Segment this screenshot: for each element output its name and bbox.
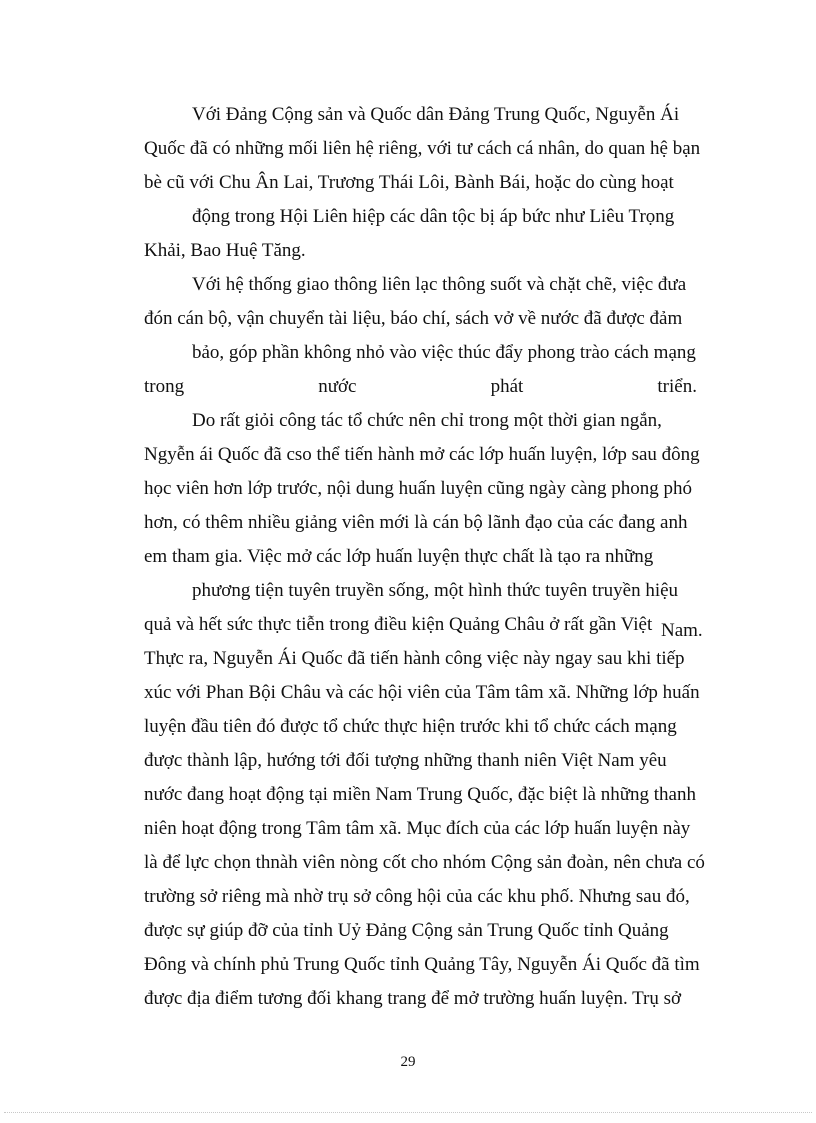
spread-word-2: nước [318,376,357,397]
text-line-25: được sự giúp đỡ của tỉnh Uỷ Đảng Cộng sản Trung Quốc tỉnh Quảng [144,920,669,941]
page-bottom-border [4,1112,812,1113]
spread-text-line [144,375,697,399]
text-line-7: đón cán bộ, vận chuyển tài liệu, báo chí, sách vở về nước đã được đảm [144,308,683,329]
text-line-16-main: quả và hết sức thực tiễn trong điều kiện Quảng Châu ở rất gần Việt [144,614,653,635]
spread-word-1: trong [144,376,185,397]
text-line-22: niên hoạt động trong Tâm tâm xã. Mục đích của các lớp huấn luyện này [144,818,691,839]
page-number: 29 [400,1054,416,1070]
text-line-27: được địa điểm tương đối khang trang để mở trường huấn luyện. Trụ sở [144,988,682,1009]
text-line-10: Do rất giỏi công tác tổ chức nên chỉ trong một thời gian ngắn, [192,410,662,431]
text-line-16 [144,613,703,641]
text-line-1: Với Đảng Cộng sản và Quốc dân Đảng Trung Quốc, Nguyễn Ái [192,104,680,125]
raised-word: Nam. [661,620,703,641]
text-line-20: được thành lập, hướng tới đối tượng những thanh niên Việt Nam yêu [144,750,667,771]
text-line-4: động trong Hội Liên hiệp các dân tộc bị áp bức như Liêu Trọng [192,206,675,227]
text-line-21: nước đang hoạt động tại miền Nam Trung Quốc, đặc biệt là những thanh [144,784,696,805]
text-line-17: Thực ra, Nguyễn Ái Quốc đã tiến hành công việc này ngay sau khi tiếp [144,648,685,669]
spread-word-3: phát [490,376,524,397]
text-line-12: học viên hơn lớp trước, nội dung huấn luyện cũng ngày càng phong phó [144,478,693,499]
text-line-24: trường sở riêng mà nhờ trụ sở công hội của các khu phố. Nhưng sau đó, [144,886,690,907]
text-line-19: luyện đầu tiên đó được tổ chức thực hiện trước khi tổ chức cách mạng [144,716,677,737]
text-line-11: Ngyễn ái Quốc đã cso thể tiến hành mở các lớp huấn luyện, lớp sau đông [144,444,700,465]
text-line-14: em tham gia. Việc mở các lớp huấn luyện thực chất là tạo ra những [144,546,654,567]
text-line-3: bè cũ với Chu Ân Lai, Trương Thái Lôi, Bành Bái, hoặc do cùng hoạt [144,172,674,193]
spread-word-4: triển. [657,376,697,397]
text-line-5: Khải, Bao Huệ Tăng. [144,240,306,261]
text-line-26: Đông và chính phủ Trung Quốc tỉnh Quảng Tây, Nguyễn Ái Quốc đã tìm [144,954,700,975]
text-line-2: Quốc đã có những mối liên hệ riêng, với tư cách cá nhân, do quan hệ bạn [144,138,701,159]
text-line-15: phương tiện tuyên truyền sống, một hình thức tuyên truyền hiệu [192,580,679,601]
text-line-23: là để lực chọn thnàh viên nòng cốt cho nhóm Cộng sản đoàn, nên chưa có [144,852,705,873]
text-line-18: xúc với Phan Bội Châu và các hội viên của Tâm tâm xã. Những lớp huấn [144,682,700,703]
text-line-8: bảo, góp phần không nhỏ vào việc thúc đẩy phong trào cách mạng [192,342,696,363]
text-line-13: hơn, có thêm nhiều giảng viên mới là cán bộ lãnh đạo của các đang anh [144,512,688,533]
text-line-6: Với hệ thống giao thông liên lạc thông suốt và chặt chẽ, việc đưa [192,274,687,295]
